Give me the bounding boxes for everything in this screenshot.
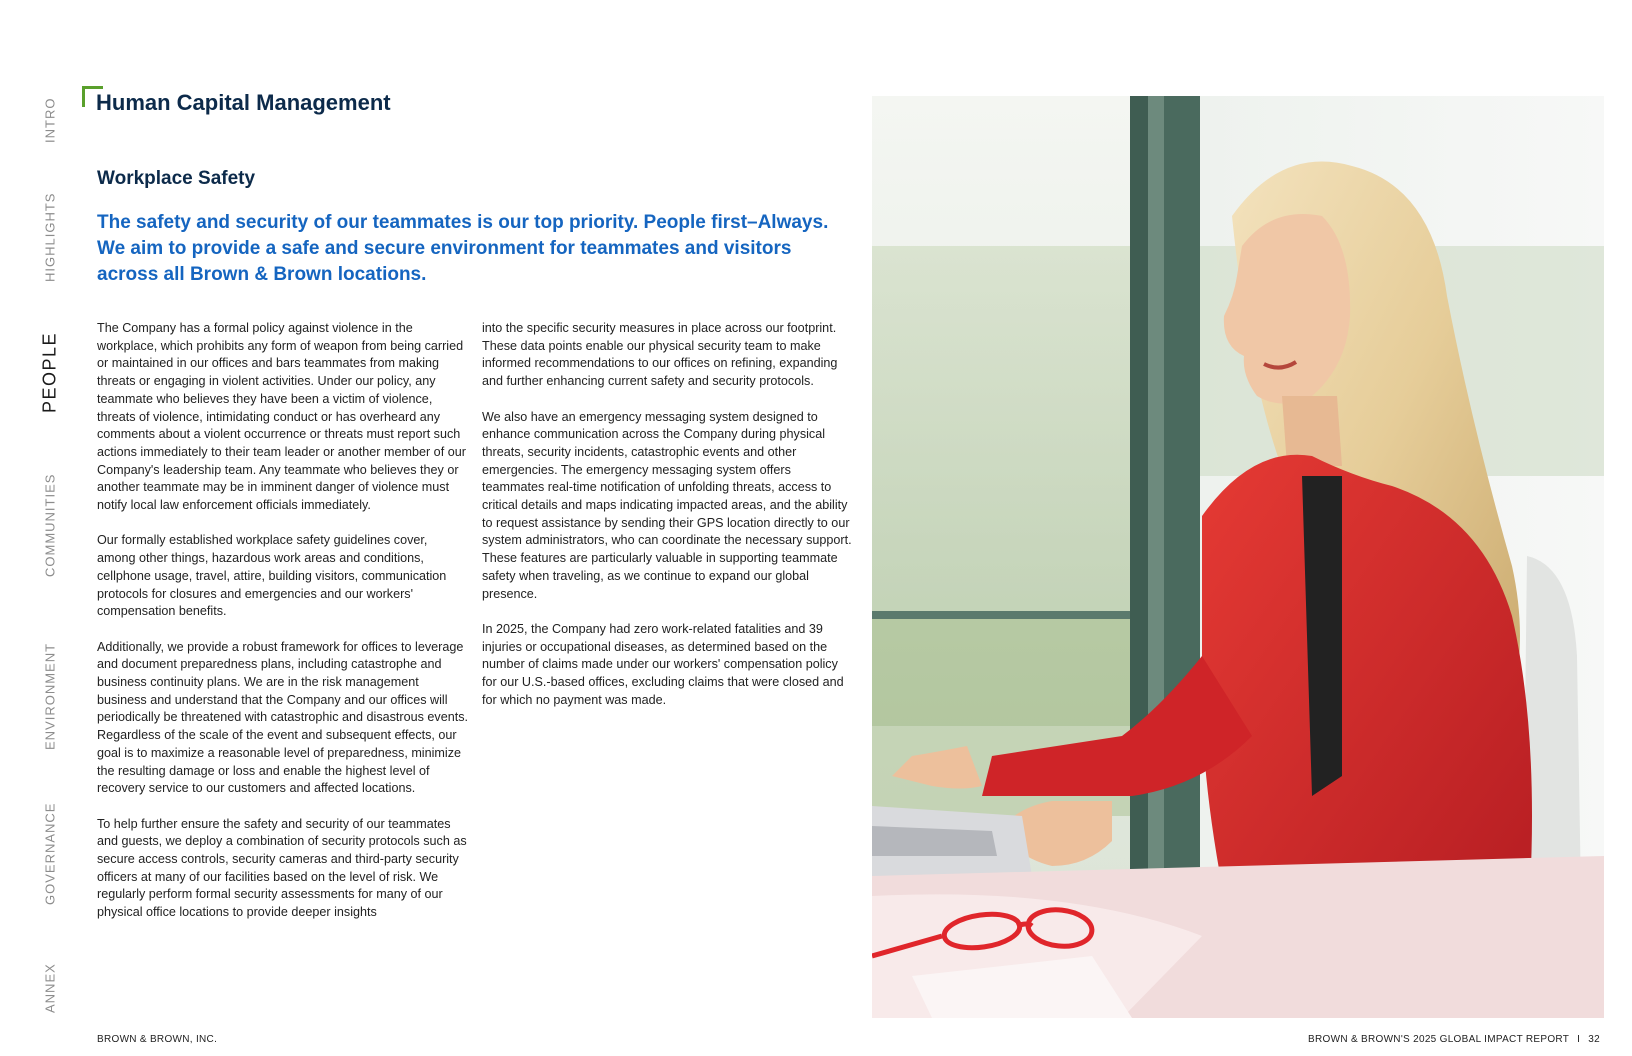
nav-intro[interactable]: INTRO [42, 97, 58, 143]
paragraph: We also have an emergency messaging system designed to enhance communication across the Company during physical threats, security incidents, catastrophic events and other emergencies. The emergency messaging system offers teammates real-time notification of unfolding threats, access to critical details and maps indicating impacted areas, and the ability to request assistance by sending their GPS location directly to our system administrators, who can coordinate the necessary support. These features are particularly valuable in supporting teammate safety when traveling, as we continue to expand our global presence. [482, 409, 852, 601]
nav-annex[interactable]: ANNEX [42, 963, 58, 1013]
section-nav [36, 90, 64, 1020]
nav-highlights[interactable]: HIGHLIGHTS [42, 192, 58, 282]
paragraph: The Company has a formal policy against violence in the workplace, which prohibits any form of weapon from being carried or maintained in our offices and bars teammates from making threats or engaging in violent activities. Under our policy, any teammate who believes they have been a victim of violence, threats of violence, intimidating conduct or has overheard any comments about a violent occurrence or threats must report such actions immediately to their team leader or another member of our Company's leadership team. Any teammate who believes they or another teammate may be in imminent danger of violence must notify local law enforcement officials immediately. [97, 321, 466, 513]
paragraph: into the specific security measures in place across our footprint. These data points enable our physical security team to make informed recommendations to our offices on refining, expanding and further enhancing current safety and security protocols. [482, 321, 838, 389]
nav-people[interactable]: PEOPLE [39, 331, 60, 413]
section-title: Workplace Safety [97, 168, 256, 189]
page-title: Human Capital Management [96, 90, 391, 115]
lead-statement: The safety and security of our teammates is our top priority. People first–Always. We aim to provide a safe and secure environment for teammates and visitors across all Brown & Brown locations. [97, 212, 829, 285]
nav-governance[interactable]: GOVERNANCE [42, 802, 58, 906]
body-column-right [482, 320, 852, 727]
footer-report-info [1308, 1034, 1600, 1045]
body-column-left [97, 320, 469, 940]
footer-company-name: BROWN & BROWN, INC. [97, 1034, 218, 1045]
nav-communities[interactable]: COMMUNITIES [42, 473, 58, 577]
footer-report-title: BROWN & BROWN'S 2025 GLOBAL IMPACT REPORT [1308, 1034, 1570, 1045]
footer-separator: I [1577, 1034, 1581, 1045]
nav-environment[interactable]: ENVIRONMENT [42, 642, 58, 750]
paragraph: Additionally, we provide a robust framework for offices to leverage and document preparedness plans, including catastrophe and business continuity plans. We are in the risk management business and understand that the Company and our offices will periodically be threatened with catastrophic and disastrous events. Regardless of the scale of the event and subsequent effects, our goal is to maximize a reasonable level of preparedness, minimize the resulting damage or loss and enable the highest level of recovery service to our customers and affected locations. [97, 639, 469, 796]
photo-woman-at-desk [872, 96, 1604, 1018]
paragraph: Our formally established workplace safety guidelines cover, among other things, hazardous work areas and conditions, cellphone usage, travel, attire, building visitors, communication protocols for closures and emergencies and our workers' compensation benefits. [97, 533, 447, 619]
page-number: 32 [1588, 1034, 1600, 1045]
paragraph: To help further ensure the safety and security of our teammates and guests, we deploy a combination of security protocols such as secure access controls, security cameras and third-party security officers at many of our facilities based on the level of risk. We regularly perform formal security assessments for many of our physical office locations to provide deeper insights [97, 816, 467, 920]
paragraph: In 2025, the Company had zero work-related fatalities and 39 injuries or occupational diseases, as determined based on the number of claims made under our workers' compensation policy for our U.S.-based offices, excluding claims that were closed and for which no payment was made. [482, 621, 844, 707]
